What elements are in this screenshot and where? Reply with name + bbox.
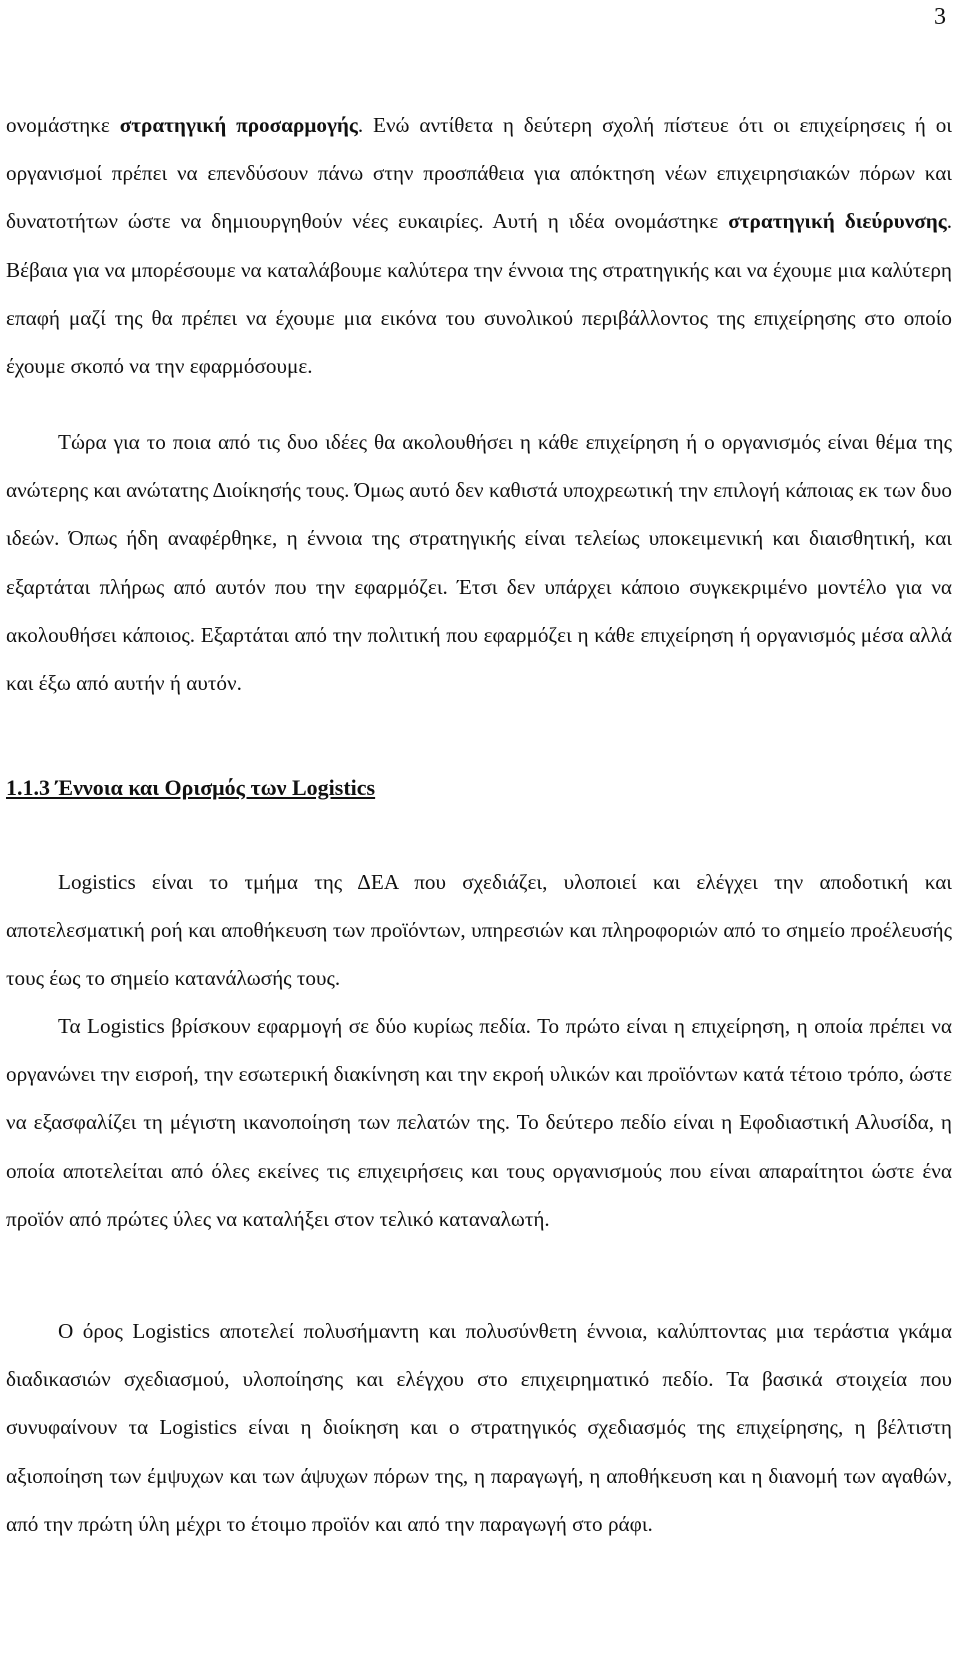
paragraph-text: Τώρα για το ποια από τις δυο ιδέες θα ακολουθήσει η κάθε επιχείρηση ή ο οργανισμός είναι θέμα της ανώτερης και ανώτατης Διοίκησής τους. Όμως αυτό δεν καθιστά υποχρεωτική την επιλογή κάποιας εκ των δυο ιδεών. Όπως ήδη αναφέρθηκε, η έννοια της στρατηγικής είναι τελείως υποκειμενική και διαισθητική, και εξαρτάται πλήρως από αυτόν που την εφαρμόζει. Έτσι δεν υπάρχει κάποιο συγκεκριμένο μοντέλο για να ακολουθήσει κάποιος. Εξαρτάται από την πολιτική που εφαρμόζει η κάθε επιχείρηση ή οργανισμός μέσα αλλά και έξω από αυτήν ή αυτόν. xyxy=(6,430,952,696)
bold-term-expansion-strategy: στρατηγική διεύρυνσης xyxy=(728,209,947,234)
paragraph-logistics-definition xyxy=(6,858,952,1003)
paragraph-text: Logistics είναι το τμήμα της ΔΕΑ που σχεδιάζει, υλοποιεί και ελέγχει την αποδοτική και αποτελεσματική ροή και αποθήκευση των προϊόντων, υπηρεσιών και πληροφοριών από το σημείο προέλευσής τους έως το σημείο κατανάλωσής τους. xyxy=(6,870,952,991)
paragraph-text: Τα Logistics βρίσκουν εφαρμογή σε δύο κυρίως πεδία. Το πρώτο είναι η επιχείρηση, η οποία πρέπει να οργανώνει την εισροή, την εσωτερική διακίνηση και την εκροή υλικών και προϊόντων κατά τέτοιο τρόπο, ώστε να εξασφαλίζει τη μέγιστη ικανοποίηση των πελατών της. Το δεύτερο πεδίο είναι η Εφοδιαστική Αλυσίδα, η οποία αποτελείται από όλες εκείνες τις επιχειρήσεις και τους οργανισμούς που είναι απαραίτητοι ώστε ένα προϊόν από πρώτες ύλες να καταλήξει στον τελικό καταναλωτή. xyxy=(6,1014,952,1231)
section-heading: 1.1.3 Έννοια και Ορισμός των Logistics xyxy=(6,775,376,800)
page-number: 3 xyxy=(934,4,946,30)
bold-term-adaptation-strategy: στρατηγική προσαρμογής xyxy=(119,113,358,137)
paragraph-text: . Βέβαια για να μπορέσουμε να καταλάβουμε καλύτερα την έννοια της στρατηγικής και να έχουμε μια καλύτερη επαφή μαζί της θα πρέπει να έχουμε μια εικόνα του συνολικού περιβάλλοντος της επιχείρησης στο οποίο έχουμε σκοπό να την εφαρμόσουμε. xyxy=(6,209,952,379)
paragraph-logistics-fields xyxy=(6,1002,952,1243)
paragraph-logistics-term xyxy=(6,1307,952,1548)
paragraph-text: ονομάστηκε xyxy=(6,113,120,137)
paragraph-management-choice xyxy=(6,418,952,707)
paragraph-text: . Ενώ αντίθετα η δεύτερη σχολή πίστευε ότι οι επιχείρησεις ή οι οργανισμοί πρέπει να επενδύσουν πάνω στην προσπάθεια για απόκτηση νέων επιχειρησιακών πόρων και δυνατοτήτων ώστε να δημιουργηθούν νέες ευκαιρίες. Αυτή η ιδέα ονομάστηκε xyxy=(6,113,952,234)
paragraph-strategy-schools xyxy=(6,101,952,390)
paragraph-text: Ο όρος Logistics αποτελεί πολυσήμαντη και πολυσύνθετη έννοια, καλύπτοντας μια τεράστια γκάμα διαδικασιών σχεδιασμού, υλοποίησης και ελέγχου στο επιχειρηματικό πεδίο. Τα βασικά στοιχεία που συνυφαίνουν τα Logistics είναι η διοίκηση και ο στρατηγικός σχεδιασμός της επιχείρησης, η βέλτιστη αξιοποίηση των έμψυχων και των άψυχων πόρων της, η παραγωγή, η αποθήκευση και η διανομή των αγαθών, από την πρώτη ύλη μέχρι το έτοιμο προϊόν και από την παραγωγή στο ράφι. xyxy=(6,1319,952,1536)
